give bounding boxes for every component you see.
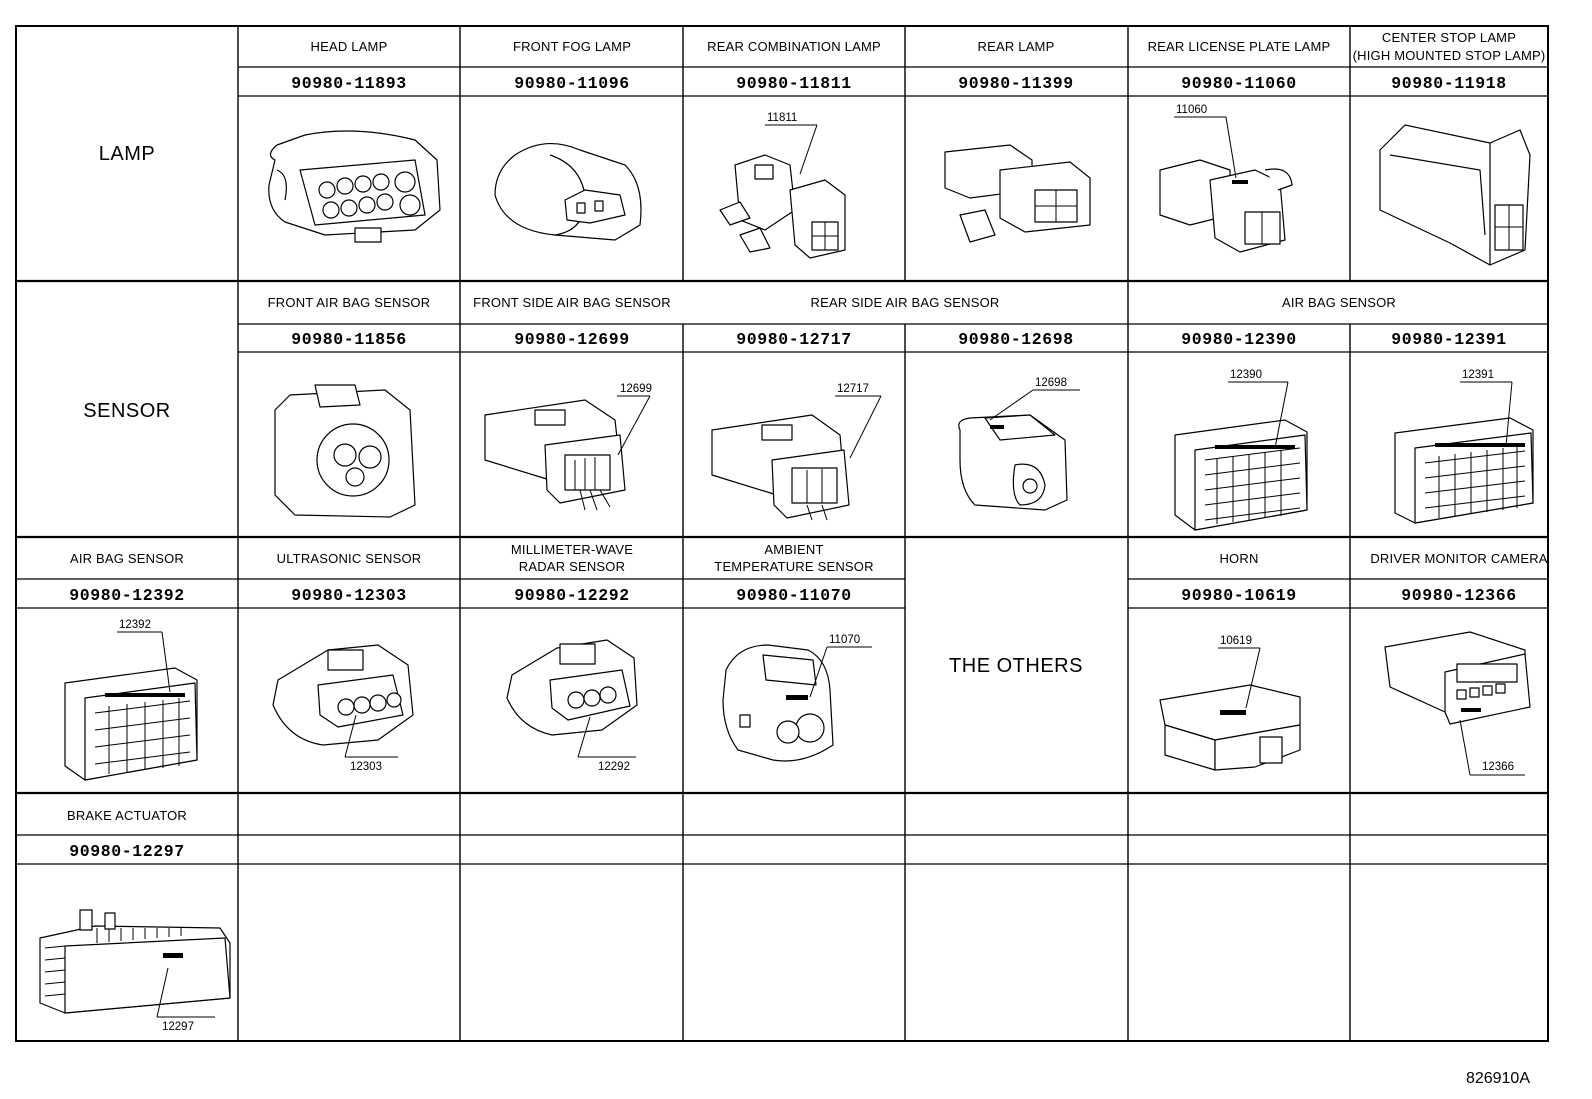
connector-drawing-front-air-bag-sensor [275,385,415,517]
name-driver-monitor-camera: DRIVER MONITOR CAMERA [1370,551,1548,566]
part-90980-11060: 90980-11060 [1181,74,1297,93]
part-90980-12698: 90980-12698 [958,330,1074,349]
part-90980-12699: 90980-12699 [514,330,630,349]
part-90980-11893: 90980-11893 [291,74,407,93]
connector-drawing-mmwave-radar-sensor [507,640,637,735]
callout-11811: 11811 [767,112,798,124]
callout-12391: 12391 [1462,369,1494,381]
name-front-fog-lamp: FRONT FOG LAMP [512,39,632,54]
callout-12292: 12292 [598,761,630,773]
part-90980-12717: 90980-12717 [736,330,852,349]
name-horn: HORN [1219,551,1259,566]
name-rear-combination-lamp: REAR COMBINATION LAMP [707,39,881,54]
part-90980-12297: 90980-12297 [69,842,185,861]
part-90980-12390: 90980-12390 [1181,330,1297,349]
connector-drawing-brake-actuator [40,910,230,1013]
callout-12390: 12390 [1230,369,1262,381]
name-ambient: AMBIENT [764,542,824,557]
name-rear-lamp: REAR LAMP [977,39,1055,54]
name-radar-sensor: RADAR SENSOR [518,559,626,574]
name-millimeter-wave: MILLIMETER-WAVE [510,542,634,557]
connector-drawing-horn [1160,685,1300,770]
name-head-lamp: HEAD LAMP [310,39,388,54]
connector-drawing-ambient-temp-sensor [723,645,833,761]
connector-drawing-center-stop-lamp [1380,125,1530,265]
connector-drawing-head-lamp [269,131,440,242]
callout-12366: 12366 [1482,761,1514,773]
callout-12699: 12699 [620,383,652,395]
name-temperature-sensor: TEMPERATURE SENSOR [714,559,874,574]
connector-drawing-air-bag-sensor-12391 [1395,418,1533,523]
part-90980-12392: 90980-12392 [69,586,185,605]
callout-12698: 12698 [1035,377,1067,389]
connector-drawing-rear-side-air-bag-sensor-a [712,415,849,520]
part-90980-11070: 90980-11070 [736,586,852,605]
callout-11070: 11070 [829,634,861,646]
part-90980-12366: 90980-12366 [1401,586,1517,605]
name-rear-license-plate-lamp: REAR LICENSE PLATE LAMP [1147,39,1331,54]
connector-drawing-ultrasonic-sensor [273,645,413,745]
connector-drawing-driver-monitor-camera [1385,632,1530,724]
callout-10619: 10619 [1220,635,1252,647]
part-90980-11811: 90980-11811 [736,74,852,93]
name-brake-actuator: BRAKE ACTUATOR [66,808,188,823]
part-90980-12303: 90980-12303 [291,586,407,605]
connector-drawing-front-fog-lamp [495,144,641,240]
part-90980-11399: 90980-11399 [958,74,1074,93]
name-front-side-air-bag-sensor: FRONT SIDE AIR BAG SENSOR [473,295,671,310]
connector-drawing-air-bag-sensor-12390 [1175,420,1307,530]
part-90980-11918: 90980-11918 [1391,74,1507,93]
callout-12303: 12303 [350,761,382,773]
connector-drawing-rear-combination-lamp [720,155,845,258]
callout-leader-12717 [850,396,881,458]
callout-12392: 12392 [119,619,151,631]
name-ultrasonic-sensor: ULTRASONIC SENSOR [276,551,422,566]
part-90980-10619: 90980-10619 [1181,586,1297,605]
connector-drawing-front-side-air-bag-sensor [485,400,625,510]
connector-drawing-air-bag-sensor-12392 [65,668,197,780]
name-center-stop-lamp: CENTER STOP LAMP [1381,30,1517,45]
name-rear-side-air-bag-sensor: REAR SIDE AIR BAG SENSOR [810,295,1000,310]
part-90980-12391: 90980-12391 [1391,330,1507,349]
connector-drawing-rear-license-plate-lamp [1160,160,1292,252]
callout-11060: 11060 [1176,104,1208,116]
name-air-bag-sensor: AIR BAG SENSOR [69,551,185,566]
connector-drawing-rear-side-air-bag-sensor-b [959,415,1067,510]
callout-leader-12699 [618,396,650,455]
connector-drawing-rear-lamp [945,145,1090,242]
name-high-mounted-stop-lamp: (HIGH MOUNTED STOP LAMP) [1352,48,1546,63]
callout-leader-11811 [800,125,817,174]
category-sensor: SENSOR [83,400,171,422]
part-90980-11096: 90980-11096 [514,74,630,93]
callout-12297: 12297 [162,1021,194,1033]
category-the-others: THE OTHERS [949,655,1083,677]
name-front-air-bag-sensor: FRONT AIR BAG SENSOR [267,295,431,310]
part-90980-11856: 90980-11856 [291,330,407,349]
category-lamp: LAMP [98,143,156,165]
figure-reference: 826910A [1465,1070,1530,1087]
callout-12717: 12717 [837,383,869,395]
callout-leader-12366 [1460,720,1470,775]
name-air-bag-sensor-pair: AIR BAG SENSOR [1281,295,1397,310]
part-90980-12292: 90980-12292 [514,586,630,605]
